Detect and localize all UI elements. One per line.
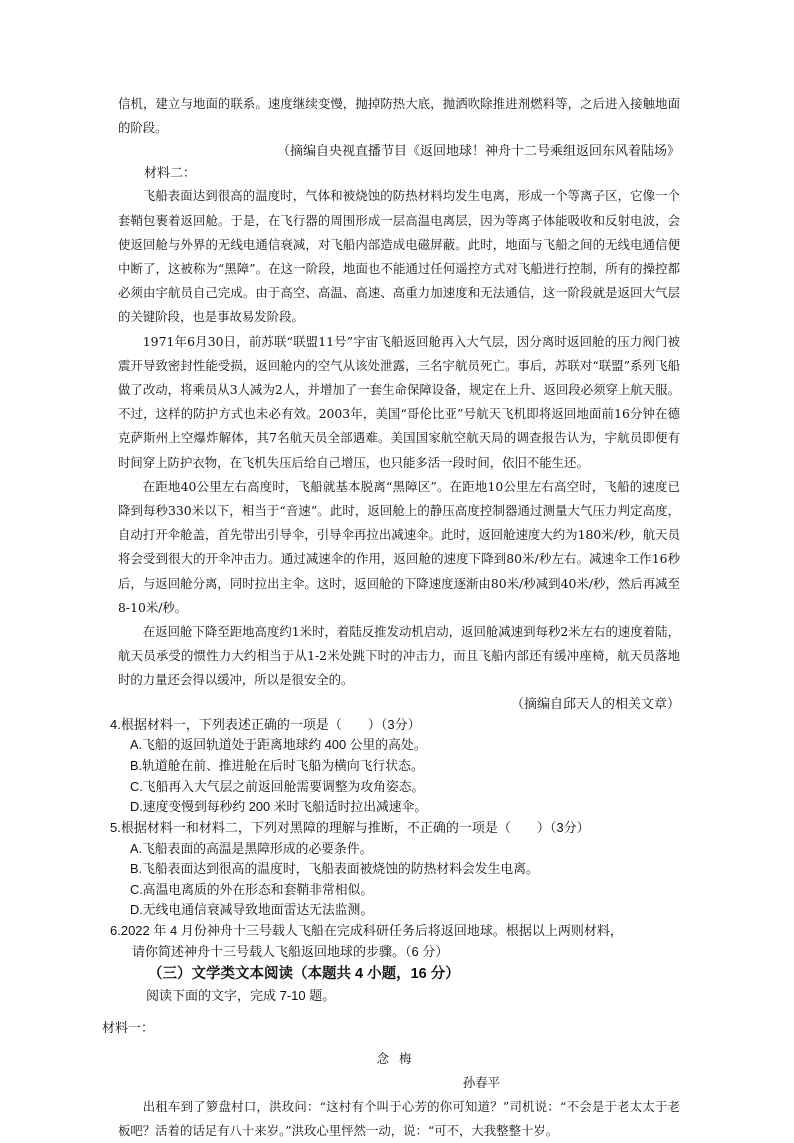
story-paragraph: 出租车到了箩盘村口，洪玫问：“这村有个叫于心芳的你可知道？”司机说：“不会是于老太太于老板吧？活着的话足有八十来岁。”洪玫心里怦然一动，说：“可不，大我整整十岁。 bbox=[118, 1098, 680, 1138]
option-a: A.飞船的返回轨道处于距离地球约 400 公里的高处。 bbox=[130, 737, 427, 753]
source-citation-2: （摘编自邱天人的相关文章） bbox=[510, 695, 680, 711]
story-title: 念梅 bbox=[376, 1050, 422, 1066]
option-d: D.无线电通信衰减导致地面雷达无法监测。 bbox=[130, 902, 374, 918]
question-stem: 4.根据材料一，下列表述正确的一项是（ ）（3分） bbox=[110, 716, 421, 732]
material-one-label: 材料一： bbox=[102, 1019, 155, 1035]
question-5 bbox=[110, 818, 680, 921]
option-b: B.轨道舱在前、推进舱在后时飞船为横向飞行状态。 bbox=[130, 758, 424, 774]
question-stem: 5.根据材料一和材料二，下列对黑障的理解与推断，不正确的一项是（ ）（3分） bbox=[110, 819, 590, 835]
question-6 bbox=[110, 921, 680, 963]
option-b: B.飞船表面达到很高的温度时，飞船表面被烧蚀的防热材料会发生电离。 bbox=[130, 861, 539, 877]
section-three-title: （三）文学类文本阅读（本题共 4 小题，16 分） bbox=[148, 965, 460, 982]
material-two-paragraph-1: 飞船表面达到很高的温度时，气体和被烧蚀的防热材料均发生电离，形成一个等离子区，它像一个套鞘包裹着返回舱。于是，在飞行器的周围形成一层高温电离层，因为等离子体能吸收和反射电波，会使返回舱与外界的无线电通信衰减，对飞船内部造成电磁屏蔽。此时，地面与飞船之间的无线电通信便中断了，这被称为“黑障”。在这一阶段，地面也不能通过任何遥控方式对飞船进行控制，所有的操控都必须由宇航员自己完成。由于高空、高温、高速、高重力加速度和无法通信，这一阶段就是返回大气层的关键阶段，也是事故易发阶段。 bbox=[118, 188, 680, 325]
material-two-paragraph-3: 在距地40公里左右高度时，飞船就基本脱离“黑障区”。在距地10公里左右高空时，飞船的速度已降到每秒330米以下，相当于“音速”。此时，返回舱上的静压高度控制器通过测量大气压力判定高度，自动打开伞舱盖，首先带出引导伞，引导伞再拉出减速伞。此时，返回舱速度大约为180米/秒，航天员将会受到很大的开伞冲击力。通过减速伞的作用，返回舱的速度下降到80米/秒左右。减速伞工作16秒后，与返回舱分离，同时拉出主伞。这时，返回舱的下降速度逐渐由80米/秒减到40米/秒，然后再减至8-10米/秒。 bbox=[118, 478, 680, 615]
option-c: C.飞船再入大气层之前返回舱需要调整为攻角姿态。 bbox=[130, 778, 425, 794]
option-d: D.速度变慢到每秒约 200 米时飞船适时拉出减速伞。 bbox=[130, 799, 428, 815]
source-citation-1: （摘编自央视直播节目《返回地球！神舟十二号乘组返回东风着陆场》 bbox=[276, 143, 680, 159]
material-two-label: 材料二： bbox=[144, 165, 197, 181]
option-a: A.飞船表面的高温是黑障形成的必要条件。 bbox=[130, 840, 373, 856]
question-stem-line-1: 6.2022 年 4 月份神舟十三号载人飞船在完成科研任务后将返回地球。根据以上两则材料， bbox=[110, 923, 623, 939]
material-two-paragraph-4: 在返回舱下降至距地高度约1米时，着陆反推发动机启动，返回舱减速到每秒2米左右的速度着陆，航天员承受的惯性力大约相当于从1-2米处跳下时的冲击力，而且飞船内部还有缓冲座椅，航天员落地时的力量还会得以缓冲，所以是很安全的。 bbox=[118, 624, 680, 688]
top-paragraph: 信机，建立与地面的联系。速度继续变慢，抛掉防热大底，抛洒吹除推进剂燃料等，之后进入接触地面的阶段。 bbox=[118, 96, 680, 136]
material-two-paragraph-2: 1971年6月30日，前苏联“联盟11号”宇宙飞船返回舱再入大气层，因分离时返回舱的压力阀门被震开导致密封性能受损，返回舱内的空气从该处泄露，三名宇航员死亡。事后，苏联对“联盟”系列飞船做了改动，将乘员从3人减为2人，并增加了一套生命保障设备，规定在上升、返回段必须穿上航天服。不过，这样的防护方式也未必有效。2003年，美国“哥伦比亚”号航天飞机即将返回地面前16分钟在德克萨斯州上空爆炸解体，其7名航天员全部遇难。美国国家航空航天局的调查报告认为，宇航员即便有时间穿上防护衣物，在飞机失压后给自己增压，也只能多活一段时间，依旧不能生还。 bbox=[118, 333, 680, 470]
document-page bbox=[102, 92, 680, 1143]
question-stem-line-2: 请你简述神舟十三号载人飞船返回地球的步骤。（6 分） bbox=[132, 943, 449, 959]
story-author: 孙春平 bbox=[462, 1074, 500, 1090]
question-4 bbox=[110, 715, 680, 818]
section-three-instruction: 阅读下面的文字，完成 7-10 题。 bbox=[146, 987, 336, 1003]
option-c: C.高温电离质的外在形态和套鞘非常相似。 bbox=[130, 881, 374, 897]
